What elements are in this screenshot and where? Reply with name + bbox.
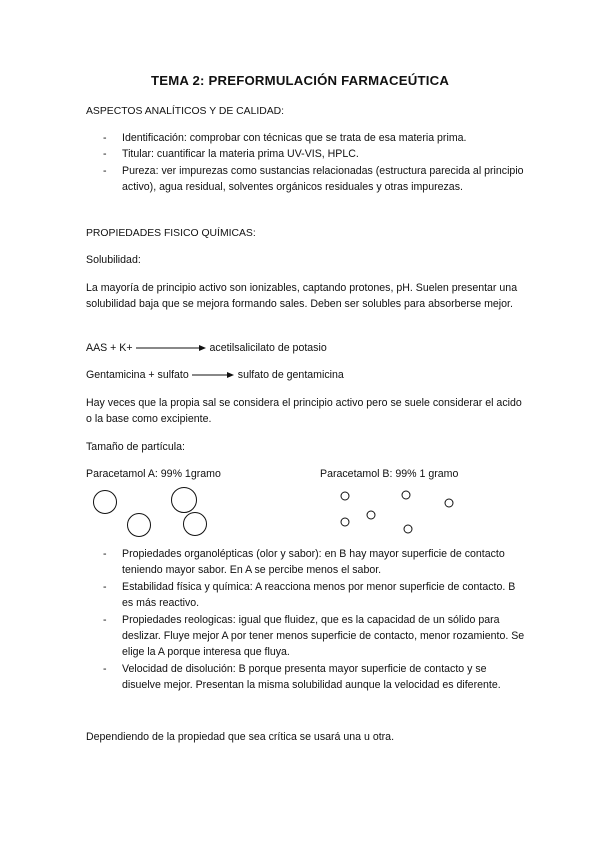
list-item: - Pureza: ver impurezas como sustancias relacionadas (estructura parecida al principio activo), agua residual, solventes orgánicos residuales y otras impurezas. (86, 163, 526, 196)
list-item: - Titular: cuantificar la materia prima UV-VIS, HPLC. (86, 146, 526, 162)
section-heading-aspectos: ASPECTOS ANALÍTICOS Y DE CALIDAD: (86, 106, 285, 117)
arrow-right-icon (192, 371, 234, 379)
reaction-product: acetilsalicilato de potasio (209, 342, 327, 354)
small-particle-icon (402, 491, 410, 499)
paracetamol-a-label: Paracetamol A: 99% 1gramo (86, 468, 221, 480)
large-particle-icon (172, 488, 197, 513)
large-particle-icon (184, 513, 207, 536)
paracetamol-b-label: Paracetamol B: 99% 1 gramo (320, 468, 459, 480)
paracetamol-b-particles (341, 491, 453, 533)
reaction-reactants: Gentamicina + sulfato (86, 369, 189, 381)
reaction-aas (86, 340, 526, 356)
reaction-product: sulfato de gentamicina (237, 369, 344, 381)
conclusion-paragraph: Dependiendo de la propiedad que sea crítica se usará una u otra. (86, 731, 395, 743)
small-particle-icon (445, 499, 453, 507)
propiedades-list (86, 546, 526, 694)
large-particle-icon (94, 491, 117, 514)
small-particle-icon (341, 492, 349, 500)
reaction-reactants: AAS + K+ (86, 342, 133, 354)
section-heading-propiedades: PROPIEDADES FISICO QUÍMICAS: (86, 228, 256, 239)
solubilidad-paragraph: La mayoría de principio activo son ionizables, captando protones, pH. Suelen presentar una solubilidad baja que se mejora formando sales. Deben ser solubles para absorberse mejor. (86, 282, 518, 311)
list-item: - Estabilidad física y química: A reacciona menos por menor superficie de contacto. B es más reactivo. (86, 579, 526, 612)
list-item: - Propiedades reologicas: igual que fluidez, que es la capacidad de un sólido para deslizar. Fluye mejor A por tener menos superficie de contacto, menor rozamiento. Se elige la A porque interesa que fluya. (86, 612, 526, 661)
tamano-label: Tamaño de partícula: (86, 441, 185, 453)
page-title: TEMA 2: PREFORMULACIÓN FARMACEÚTICA (150, 73, 450, 88)
list-item: - Velocidad de disolución: B porque presenta mayor superficie de contacto y se disuelve mejor. Presentan la misma solubilidad aunque la velocidad es diferente. (86, 661, 526, 694)
reaction-gentamicina (86, 367, 526, 383)
aspectos-list (86, 130, 526, 196)
small-particle-icon (404, 525, 412, 533)
list-item: - Identificación: comprobar con técnicas que se trata de esa materia prima. (86, 130, 526, 146)
small-particle-icon (367, 511, 375, 519)
arrow-right-icon (136, 344, 206, 352)
solubilidad-label: Solubilidad: (86, 254, 141, 266)
list-item: - Propiedades organolépticas (olor y sabor): en B hay mayor superficie de contacto teniendo mayor sabor. En A se percibe menos el sabor. (86, 546, 526, 579)
large-particle-icon (128, 514, 151, 537)
particle-size-diagram (86, 482, 486, 542)
paracetamol-a-particles (94, 488, 207, 537)
sal-paragraph: Hay veces que la propia sal se considera el principio activo pero se suele considerar el acido o la base como excipiente. (86, 397, 522, 426)
small-particle-icon (341, 518, 349, 526)
